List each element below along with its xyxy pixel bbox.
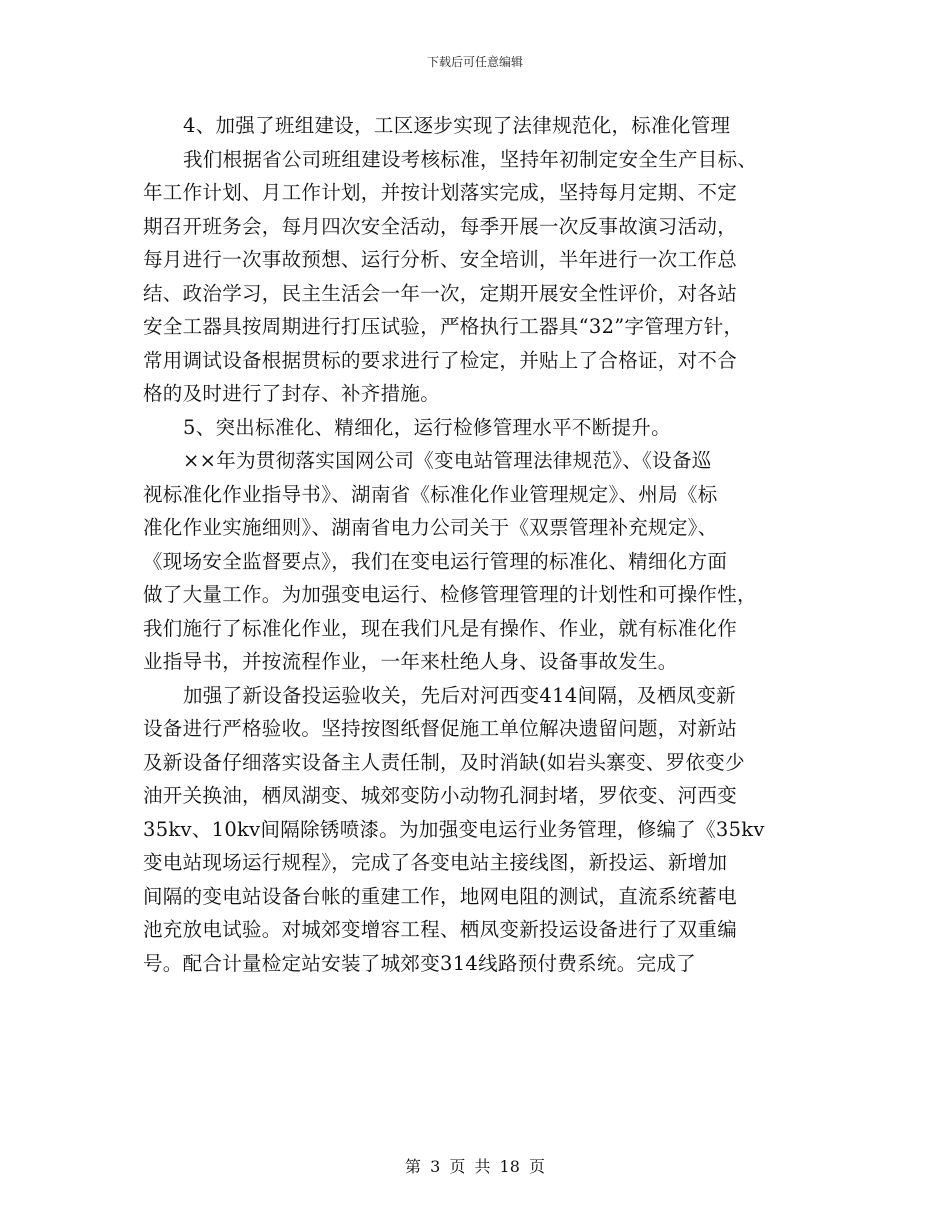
paragraph-line: 每月进行一次事故预想、运行分析、安全培训，半年进行一次工作总 xyxy=(143,248,738,271)
paragraph-line: ××年为贯彻落实国网公司《变电站管理法律规范》、《设备巡 xyxy=(183,449,712,472)
paragraph-line: 安全工器具按周期进行打压试验，严格执行工器具“32”字管理方针， xyxy=(143,315,744,338)
paragraph-line: 及新设备仔细落实设备主人责任制，及时消缺(如岩头寨变、罗依变少 xyxy=(143,750,745,774)
section-heading-5: 5、突出标准化、精细化，运行检修管理水平不断提升。 xyxy=(183,415,671,439)
page-number: 第 3 页 共 18 页 xyxy=(405,1157,545,1176)
paragraph-line: 做了大量工作。为加强变电运行、检修管理管理的计划性和可操作性， xyxy=(143,583,757,606)
paragraph-line: 年工作计划、月工作计划，并按计划落实完成，坚持每月定期、不定 xyxy=(143,181,738,204)
paragraph-line: 我们施行了标准化作业，现在我们凡是有操作、作业，就有标准化作 xyxy=(143,616,738,640)
paragraph-line: 视标准化作业指导书》、湖南省《标准化作业管理规定》、州局《标 xyxy=(143,482,718,506)
paragraph-line: 设备进行严格验收。坚持按图纸督促施工单位解决遗留问题，对新站 xyxy=(143,717,738,740)
paragraph-line: 油开关换油，栖凤湖变、城郊变防小动物孔洞封堵，罗依变、河西变 xyxy=(143,784,738,807)
section-heading-4: 4、加强了班组建设，工区逐步实现了法律规范化，标准化管理 xyxy=(183,114,731,137)
paragraph-line: 准化作业实施细则》、湖南省电力公司关于《双票管理补充规定》、 xyxy=(143,516,718,539)
paragraph-line: 池充放电试验。对城郊变增容工程、栖凤变新投运设备进行了双重编 xyxy=(143,918,738,941)
paragraph-line: 变电站现场运行规程》，完成了各变电站主接线图，新投运、新增加 xyxy=(143,851,728,874)
paragraph-line: 间隔的变电站设备台帐的重建工作，地网电阻的测试，直流系统蓄电 xyxy=(143,884,738,908)
paragraph-line: 期召开班务会，每月四次安全活动，每季开展一次反事故演习活动， xyxy=(143,214,738,238)
document-body xyxy=(143,109,807,980)
paragraph-line: 格的及时进行了封存、补齐措施。 xyxy=(143,382,441,405)
paragraph-line: 业指导书，并按流程作业，一年来杜绝人身、设备事故发生。 xyxy=(143,650,678,673)
paragraph-line: 常用调试设备根据贯标的要求进行了检定，并贴上了合格证，对不合 xyxy=(143,348,738,372)
paragraph-line: 加强了新设备投运验收关，先后对河西变414间隔，及栖凤变新 xyxy=(183,683,736,707)
paragraph-line: 《现场安全监督要点》，我们在变电运行管理的标准化、精细化方面 xyxy=(143,549,728,573)
page-header: 下载后可任意编辑 xyxy=(426,55,523,69)
paragraph-line: 结、政治学习，民主生活会一年一次，定期开展安全性评价，对各站 xyxy=(143,281,738,305)
paragraph-line: 我们根据省公司班组建设考核标准，坚持年初制定安全生产目标、 xyxy=(183,147,758,171)
paragraph-line: 35kv、10kv间隔除锈喷漆。为加强变电运行业务管理，修编了《35kv xyxy=(143,817,765,841)
paragraph-line: 号。配合计量检定站安装了城郊变314线路预付费系统。完成了 xyxy=(143,951,696,975)
